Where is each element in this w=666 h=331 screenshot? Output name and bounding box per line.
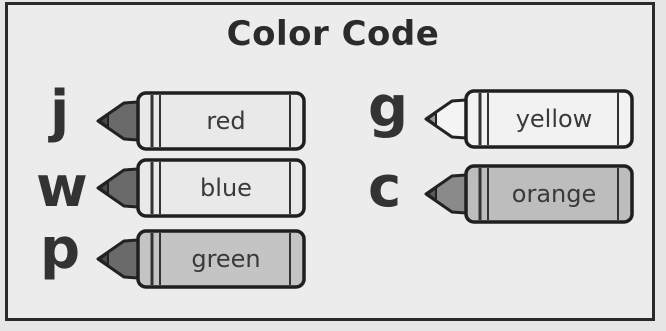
code-letter-j: j <box>50 79 70 144</box>
crayon-blue <box>90 156 310 220</box>
crayon-yellow <box>418 87 638 151</box>
crayon-label-orange: orange <box>511 180 597 208</box>
crayon-orange <box>418 162 638 226</box>
crayon-label-yellow: yellow <box>515 105 593 133</box>
crayon-label-green: green <box>191 245 261 273</box>
code-letter-w: w <box>36 155 88 220</box>
code-letter-c: c <box>368 155 402 220</box>
crayon-label-red: red <box>206 107 246 135</box>
crayon-label-blue: blue <box>200 174 252 202</box>
code-letter-g: g <box>368 75 409 140</box>
crayon-green <box>90 227 310 291</box>
page-title: Color Code <box>226 14 440 54</box>
crayon-red <box>90 89 310 153</box>
code-letter-p: p <box>40 217 81 282</box>
